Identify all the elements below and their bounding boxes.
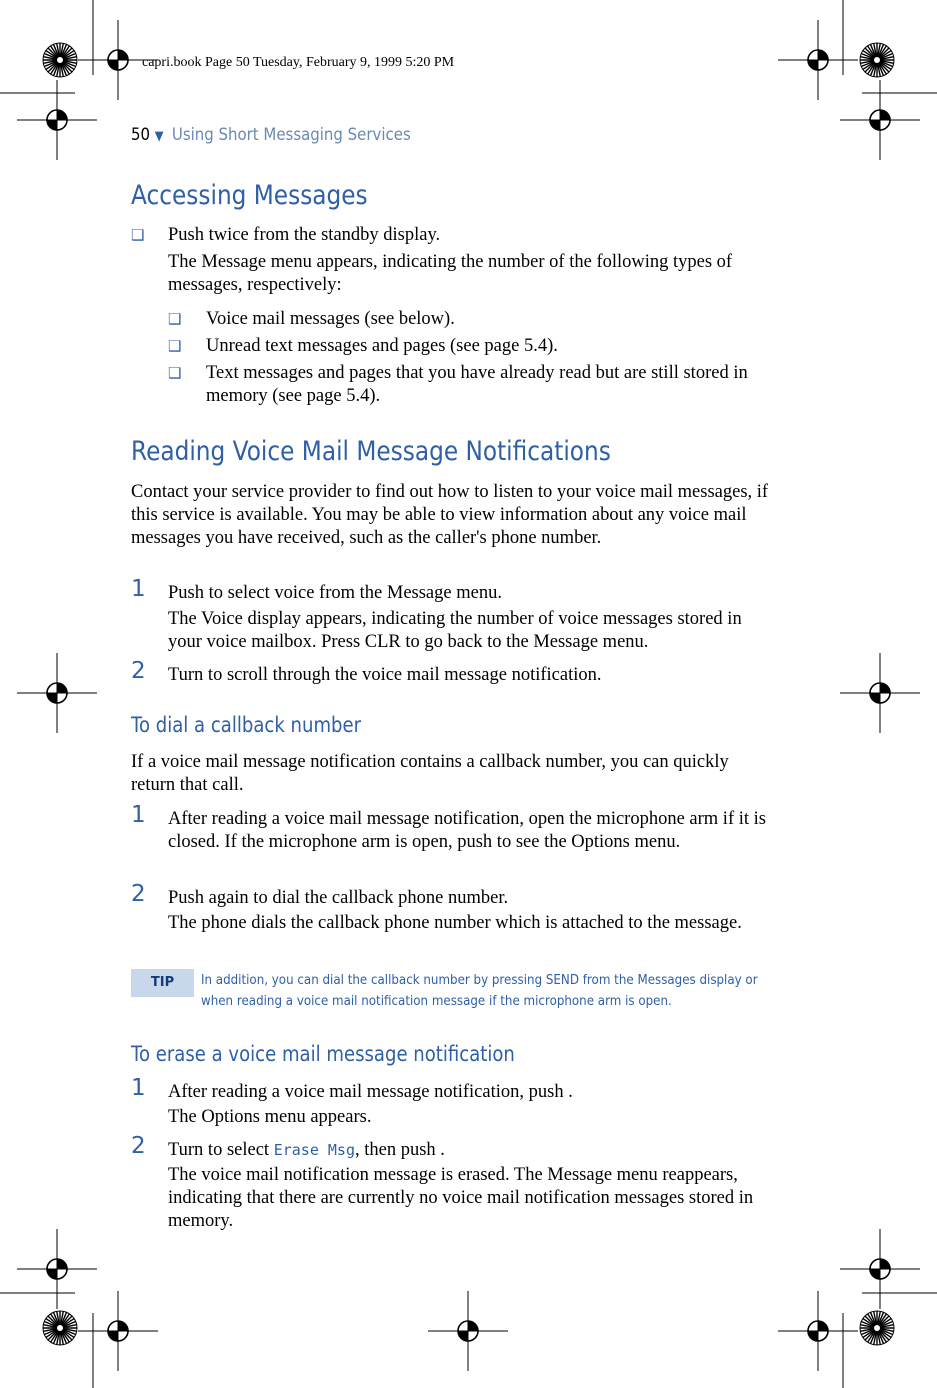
tip-label: TIP bbox=[131, 969, 194, 997]
running-header bbox=[131, 125, 411, 145]
step-number: 2 bbox=[131, 658, 146, 684]
checkbox-icon: ❑ bbox=[168, 366, 182, 382]
step-number: 2 bbox=[131, 1133, 146, 1159]
page-number: 50 bbox=[131, 125, 151, 145]
callback-intro: If a voice mail message notification contains a callback number, you can quickly return that call. bbox=[131, 752, 729, 795]
heading-reading-voice-mail: Reading Voice Mail Message Notifications bbox=[131, 436, 611, 467]
reading-step-2: Turn to scroll through the voice mail message notification. bbox=[168, 665, 602, 685]
step-number: 2 bbox=[131, 881, 146, 907]
print-slug: capri.book Page 50 Tuesday, February 9, 1999 5:20 PM bbox=[142, 55, 455, 70]
tip-text: In addition, you can dial the callback number by pressing SEND from the Messages display or when reading a voice mail notification message if the microphone arm is open. bbox=[201, 972, 758, 1009]
running-title: Using Short Messaging Services bbox=[171, 125, 411, 145]
accessing-bullet-main: Push twice from the standby display. bbox=[168, 225, 441, 245]
sub-bullet-unread: Unread text messages and pages (see page 5.4). bbox=[206, 336, 558, 356]
heading-erase-notification: To erase a voice mail message notification bbox=[131, 1042, 515, 1066]
menu-item-erase-msg: Erase Msg bbox=[273, 1141, 355, 1159]
sub-bullet-read: Text messages and pages that you have already read but are still stored in memory (see page 5.4). bbox=[206, 363, 748, 406]
erase-step-2-suffix: , then push . bbox=[354, 1140, 445, 1160]
erase-step-1: After reading a voice mail message notification, push . bbox=[168, 1082, 573, 1102]
step-number: 1 bbox=[131, 1075, 146, 1101]
header-arrow-icon: ▼ bbox=[154, 129, 164, 144]
reading-step-1: Push to select voice from the Message menu. bbox=[168, 583, 502, 603]
callback-step-2-desc: The phone dials the callback phone number which is attached to the message. bbox=[168, 913, 742, 933]
checkbox-icon: ❑ bbox=[168, 312, 182, 328]
accessing-bullet-desc: The Message menu appears, indicating the number of the following types of messages, respectively: bbox=[168, 252, 733, 295]
heading-accessing-messages: Accessing Messages bbox=[131, 180, 368, 211]
erase-step-1-desc: The Options menu appears. bbox=[168, 1107, 372, 1127]
reading-step-1-desc: The Voice display appears, indicating the number of voice messages stored in your voice mailbox. Press CLR to go back to the Message menu. bbox=[168, 609, 742, 652]
erase-step-2-prefix: Turn to select bbox=[168, 1140, 274, 1160]
callback-step-2: Push again to dial the callback phone number. bbox=[168, 888, 509, 908]
heading-dial-callback: To dial a callback number bbox=[131, 713, 362, 737]
step-number: 1 bbox=[131, 802, 146, 828]
erase-step-2-desc: The voice mail notification message is erased. The Message menu reappears, indicating that there are currently no voice mail notification messages stored in memory. bbox=[168, 1165, 754, 1231]
erase-step-2 bbox=[168, 1139, 778, 1162]
reading-intro: Contact your service provider to find out how to listen to your voice mail messages, if this service is available. You may be able to view information about any voice mail messages you have received, such as the caller's phone number. bbox=[131, 482, 769, 548]
sub-bullet-voice-mail: Voice mail messages (see below). bbox=[206, 309, 455, 329]
step-number: 1 bbox=[131, 576, 146, 602]
callback-step-1: After reading a voice mail message notification, open the microphone arm if it is closed. If the microphone arm is open, push to see the Options menu. bbox=[168, 809, 766, 852]
checkbox-icon: ❑ bbox=[131, 228, 145, 244]
checkbox-icon: ❑ bbox=[168, 339, 182, 355]
